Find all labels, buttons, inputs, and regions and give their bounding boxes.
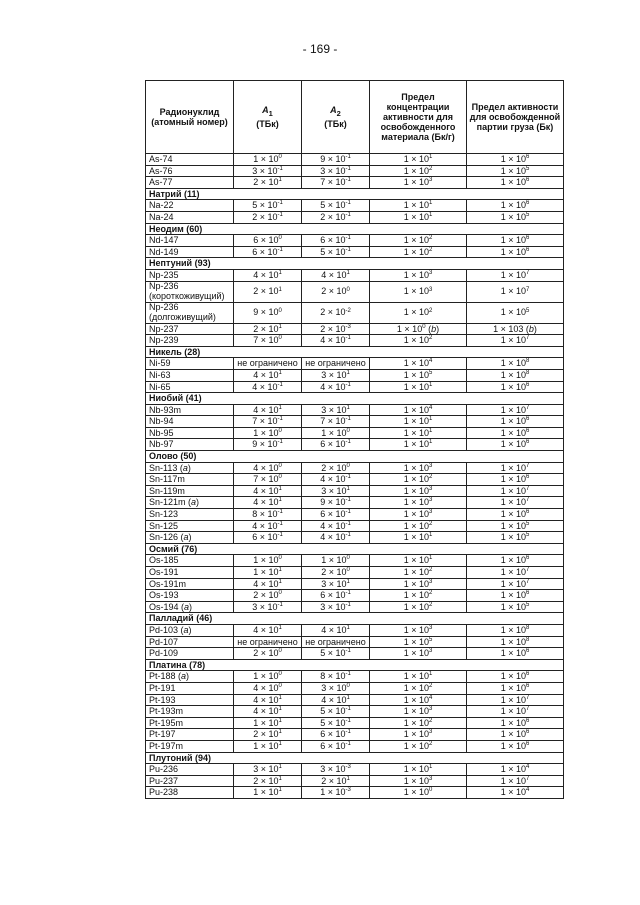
activity-limit-cell: $1 \times 10^6$ xyxy=(467,682,564,694)
concentration-limit-cell: $1 \times 10^3$ xyxy=(370,177,467,189)
nuclide-name-cell: Pu-238 xyxy=(146,787,234,799)
nuclide-row xyxy=(146,532,564,544)
nuclide-name-cell: Nb-95 xyxy=(146,427,234,439)
activity-limit-cell: $1 \times 10^6$ xyxy=(467,474,564,486)
activity-limit-cell: $1 \times 10^6$ xyxy=(467,729,564,741)
nuclide-name-cell: Sn-113 (a) xyxy=(146,462,234,474)
activity-limit-cell: $1 \times 10^5$ xyxy=(467,601,564,613)
nuclide-row xyxy=(146,729,564,741)
a1-value-cell: $6 \times 10^{-1}$ xyxy=(234,532,302,544)
activity-limit-cell: $1 \times 10^7$ xyxy=(467,578,564,590)
concentration-limit-cell: $1 \times 10^4$ xyxy=(370,694,467,706)
nuclide-row xyxy=(146,235,564,247)
nuclide-row xyxy=(146,177,564,189)
activity-limit-cell: $1 \times 10^6$ xyxy=(467,555,564,567)
nuclide-name-cell: Pt-188 (a) xyxy=(146,671,234,683)
nuclide-row xyxy=(146,648,564,660)
concentration-limit-cell: $1 \times 10^2$ xyxy=(370,601,467,613)
nuclide-name-cell: As-74 xyxy=(146,154,234,166)
nuclide-name-cell: Pu-236 xyxy=(146,764,234,776)
activity-limit-cell: $1 \times 10^8$ xyxy=(467,358,564,370)
concentration-limit-cell: $1 \times 10^2$ xyxy=(370,590,467,602)
concentration-limit-cell: $1 \times 10^0$ (b) xyxy=(370,323,467,335)
a1-value-cell: $1 \times 10^0$ xyxy=(234,154,302,166)
a2-value-cell: $1 \times 10^0$ xyxy=(302,427,370,439)
activity-limit-cell: $1 \times 10^7$ xyxy=(467,462,564,474)
nuclide-name-cell: Np-236 (долгоживущий) xyxy=(146,302,234,323)
activity-limit-cell: $1 \times 10^7$ xyxy=(467,269,564,281)
concentration-limit-cell: $1 \times 10^2$ xyxy=(370,520,467,532)
nuclide-row xyxy=(146,775,564,787)
element-group-label: Палладий (46) xyxy=(146,613,564,625)
element-group-label: Платина (78) xyxy=(146,659,564,671)
header-a1-subscript: 1 xyxy=(268,108,273,118)
a1-value-cell: $7 \times 10^{-1}$ xyxy=(234,416,302,428)
a1-value-cell: $6 \times 10^{-1}$ xyxy=(234,246,302,258)
nuclide-row xyxy=(146,624,564,636)
activity-limit-cell: $1 \times 10^8$ xyxy=(467,369,564,381)
concentration-limit-cell: $1 \times 10^2$ xyxy=(370,474,467,486)
concentration-limit-cell: $1 \times 10^1$ xyxy=(370,211,467,223)
activity-limit-cell: $1 \times 10^6$ xyxy=(467,381,564,393)
a2-value-cell: $4 \times 10^{-1}$ xyxy=(302,520,370,532)
a1-value-cell: $3 \times 10^1$ xyxy=(234,764,302,776)
a2-value-cell: $3 \times 10^1$ xyxy=(302,369,370,381)
concentration-limit-cell: $1 \times 10^3$ xyxy=(370,485,467,497)
a2-value-cell: $3 \times 10^0$ xyxy=(302,682,370,694)
activity-limit-cell: $1 \times 10^7$ xyxy=(467,335,564,347)
activity-limit-cell: $1 \times 10^7$ xyxy=(467,775,564,787)
activity-limit-cell: $1 \times 10^7$ xyxy=(467,485,564,497)
element-group-row xyxy=(146,451,564,463)
concentration-limit-cell: $1 \times 10^1$ xyxy=(370,671,467,683)
activity-limit-cell: $1 \times 10^4$ xyxy=(467,764,564,776)
nuclide-name-cell: Pd-103 (a) xyxy=(146,624,234,636)
activity-limit-cell: $1 \times 10^6$ xyxy=(467,717,564,729)
a1-value-cell: $1 \times 10^0$ xyxy=(234,427,302,439)
a2-value-cell: $6 \times 10^{-1}$ xyxy=(302,740,370,752)
concentration-limit-cell: $1 \times 10^1$ xyxy=(370,532,467,544)
element-group-row xyxy=(146,613,564,625)
concentration-limit-cell: $1 \times 10^4$ xyxy=(370,404,467,416)
a1-value-cell: $2 \times 10^1$ xyxy=(234,177,302,189)
activity-limit-cell: $1 \times 10^6$ xyxy=(467,177,564,189)
nuclide-name-cell: Pt-197 xyxy=(146,729,234,741)
concentration-limit-cell: $1 \times 10^1$ xyxy=(370,200,467,212)
a1-value-cell: $2 \times 10^1$ xyxy=(234,323,302,335)
activity-limit-cell: $1 \times 10^6$ xyxy=(467,439,564,451)
element-group-label: Олово (50) xyxy=(146,451,564,463)
nuclide-name-cell: Sn-121m (a) xyxy=(146,497,234,509)
nuclide-name-cell: Sn-123 xyxy=(146,509,234,521)
header-a2-subscript: 2 xyxy=(336,108,341,118)
nuclide-name-cell: Pt-193m xyxy=(146,706,234,718)
header-a2 xyxy=(302,81,370,154)
a2-value-cell: $2 \times 10^{-1}$ xyxy=(302,211,370,223)
a2-value-cell: $3 \times 10^{-3}$ xyxy=(302,764,370,776)
concentration-limit-cell: $1 \times 10^5$ xyxy=(370,636,467,648)
element-group-row xyxy=(146,258,564,270)
a1-value-cell: $7 \times 10^0$ xyxy=(234,335,302,347)
a2-value-cell: $4 \times 10^{-1}$ xyxy=(302,335,370,347)
nuclide-row xyxy=(146,427,564,439)
a2-value-cell: $9 \times 10^{-1}$ xyxy=(302,154,370,166)
nuclide-row xyxy=(146,165,564,177)
concentration-limit-cell: $1 \times 10^1$ xyxy=(370,427,467,439)
nuclide-name-cell: As-76 xyxy=(146,165,234,177)
header-a1-unit: (ТБк) xyxy=(256,118,279,129)
nuclide-name-cell: Os-191 xyxy=(146,567,234,579)
nuclide-name-cell: Pt-195m xyxy=(146,717,234,729)
nuclide-name-cell: Os-194 (a) xyxy=(146,601,234,613)
a1-value-cell: $1 \times 10^1$ xyxy=(234,567,302,579)
nuclide-name-cell: Nd-149 xyxy=(146,246,234,258)
a1-value-cell: $4 \times 10^0$ xyxy=(234,462,302,474)
nuclide-row xyxy=(146,246,564,258)
nuclide-row xyxy=(146,323,564,335)
nuclide-row xyxy=(146,416,564,428)
nuclide-row xyxy=(146,154,564,166)
concentration-limit-cell: $1 \times 10^3$ xyxy=(370,281,467,302)
header-concentration-limit: Предел концентрации активности для освобожденного материала (Бк/г) xyxy=(370,81,467,154)
header-activity-limit: Предел активности для освобожденной партии груза (Бк) xyxy=(467,81,564,154)
element-group-row xyxy=(146,223,564,235)
nuclide-row xyxy=(146,269,564,281)
nuclide-row xyxy=(146,302,564,323)
a1-value-cell: не ограничено xyxy=(234,358,302,370)
nuclide-name-cell: Np-236 (короткоживущий) xyxy=(146,281,234,302)
a1-value-cell: $1 \times 10^1$ xyxy=(234,740,302,752)
a2-value-cell: не ограничено xyxy=(302,636,370,648)
header-a1-symbol: A xyxy=(262,105,269,116)
activity-limit-cell: $1 \times 10^6$ xyxy=(467,648,564,660)
a2-value-cell: $4 \times 10^{-1}$ xyxy=(302,532,370,544)
concentration-limit-cell: $1 \times 10^1$ xyxy=(370,416,467,428)
activity-limit-cell: $1 \times 10^7$ xyxy=(467,694,564,706)
concentration-limit-cell: $1 \times 10^3$ xyxy=(370,706,467,718)
concentration-limit-cell: $1 \times 10^0$ xyxy=(370,787,467,799)
nuclide-row xyxy=(146,694,564,706)
a2-value-cell: $6 \times 10^{-1}$ xyxy=(302,235,370,247)
nuclide-row xyxy=(146,636,564,648)
a1-value-cell: $4 \times 10^1$ xyxy=(234,497,302,509)
header-radionuclide: Радионуклид (атомный номер) xyxy=(146,81,234,154)
nuclide-row xyxy=(146,706,564,718)
activity-limit-cell: $1 \times 10^7$ xyxy=(467,567,564,579)
activity-limit-cell: $1 \times 10^6$ xyxy=(467,740,564,752)
element-group-row xyxy=(146,543,564,555)
a2-value-cell: $2 \times 10^0$ xyxy=(302,462,370,474)
a2-value-cell: $8 \times 10^{-1}$ xyxy=(302,671,370,683)
activity-limit-cell: $1 \times 10^6$ xyxy=(467,200,564,212)
concentration-limit-cell: $1 \times 10^1$ xyxy=(370,381,467,393)
element-group-label: Ниобий (41) xyxy=(146,393,564,405)
element-group-row xyxy=(146,393,564,405)
a1-value-cell: $4 \times 10^1$ xyxy=(234,624,302,636)
a2-value-cell: $7 \times 10^{-1}$ xyxy=(302,416,370,428)
nuclide-row xyxy=(146,787,564,799)
a2-value-cell: $5 \times 10^{-1}$ xyxy=(302,246,370,258)
concentration-limit-cell: $1 \times 10^3$ xyxy=(370,775,467,787)
nuclide-name-cell: Sn-126 (a) xyxy=(146,532,234,544)
a2-value-cell: $3 \times 10^1$ xyxy=(302,404,370,416)
nuclide-name-cell: Np-237 xyxy=(146,323,234,335)
a1-value-cell: $4 \times 10^1$ xyxy=(234,694,302,706)
nuclide-name-cell: Nb-94 xyxy=(146,416,234,428)
nuclide-name-cell: Na-22 xyxy=(146,200,234,212)
table-header xyxy=(146,81,564,154)
nuclide-name-cell: Ni-63 xyxy=(146,369,234,381)
element-group-row xyxy=(146,659,564,671)
activity-limit-cell: $1 \times 10^6$ xyxy=(467,590,564,602)
nuclide-name-cell: Sn-117m xyxy=(146,474,234,486)
nuclide-row xyxy=(146,682,564,694)
a1-value-cell: $2 \times 10^0$ xyxy=(234,590,302,602)
nuclide-name-cell: Pu-237 xyxy=(146,775,234,787)
a2-value-cell: $4 \times 10^{-1}$ xyxy=(302,474,370,486)
concentration-limit-cell: $1 \times 10^1$ xyxy=(370,764,467,776)
concentration-limit-cell: $1 \times 10^2$ xyxy=(370,335,467,347)
header-a2-unit: (ТБк) xyxy=(324,118,347,129)
concentration-limit-cell: $1 \times 10^1$ xyxy=(370,154,467,166)
nuclide-row xyxy=(146,474,564,486)
concentration-limit-cell: $1 \times 10^2$ xyxy=(370,682,467,694)
activity-limit-cell: $1 \times 10^6$ xyxy=(467,427,564,439)
activity-limit-cell: $1 \times 10^6$ xyxy=(467,154,564,166)
a2-value-cell: $7 \times 10^{-1}$ xyxy=(302,177,370,189)
nuclide-row xyxy=(146,381,564,393)
nuclide-name-cell: Ni-65 xyxy=(146,381,234,393)
activity-limit-cell: $1 \times 10^7$ xyxy=(467,404,564,416)
nuclide-name-cell: Os-185 xyxy=(146,555,234,567)
activity-limit-cell: $1 \times 10^4$ xyxy=(467,787,564,799)
a2-value-cell: $6 \times 10^{-1}$ xyxy=(302,590,370,602)
a1-value-cell: $4 \times 10^1$ xyxy=(234,369,302,381)
a1-value-cell: не ограничено xyxy=(234,636,302,648)
nuclide-name-cell: Pt-191 xyxy=(146,682,234,694)
nuclide-name-cell: Nb-93m xyxy=(146,404,234,416)
nuclide-name-cell: Nd-147 xyxy=(146,235,234,247)
a2-value-cell: $4 \times 10^1$ xyxy=(302,269,370,281)
a1-value-cell: $4 \times 10^1$ xyxy=(234,485,302,497)
activity-limit-cell: $1 \times 10^5$ xyxy=(467,532,564,544)
a1-value-cell: $9 \times 10^{-1}$ xyxy=(234,439,302,451)
a1-value-cell: $4 \times 10^1$ xyxy=(234,706,302,718)
element-group-label: Натрий (11) xyxy=(146,188,564,200)
element-group-label: Нептуний (93) xyxy=(146,258,564,270)
page-number: - 169 - xyxy=(302,42,338,56)
a1-value-cell: $1 \times 10^0$ xyxy=(234,671,302,683)
concentration-limit-cell: $1 \times 10^5$ xyxy=(370,369,467,381)
element-group-row xyxy=(146,752,564,764)
a2-value-cell: $2 \times 10^{-2}$ xyxy=(302,302,370,323)
concentration-limit-cell: $1 \times 10^3$ xyxy=(370,269,467,281)
activity-limit-cell: $1 \times 10^5$ xyxy=(467,211,564,223)
nuclide-row xyxy=(146,567,564,579)
concentration-limit-cell: $1 \times 10^1$ xyxy=(370,555,467,567)
concentration-limit-cell: $1 \times 10^3$ xyxy=(370,462,467,474)
a2-value-cell: $5 \times 10^{-1}$ xyxy=(302,200,370,212)
a1-value-cell: $2 \times 10^{-1}$ xyxy=(234,211,302,223)
a2-value-cell: $3 \times 10^1$ xyxy=(302,485,370,497)
a2-value-cell: $2 \times 10^0$ xyxy=(302,281,370,302)
a2-value-cell: $4 \times 10^{-1}$ xyxy=(302,381,370,393)
element-group-label: Плутоний (94) xyxy=(146,752,564,764)
concentration-limit-cell: $1 \times 10^4$ xyxy=(370,358,467,370)
nuclide-name-cell: Ni-59 xyxy=(146,358,234,370)
a1-value-cell: $2 \times 10^0$ xyxy=(234,648,302,660)
a1-value-cell: $6 \times 10^0$ xyxy=(234,235,302,247)
concentration-limit-cell: $1 \times 10^2$ xyxy=(370,302,467,323)
nuclide-name-cell: Os-193 xyxy=(146,590,234,602)
activity-limit-cell: $1 \times 10^6$ xyxy=(467,671,564,683)
a2-value-cell: $2 \times 10^{-3}$ xyxy=(302,323,370,335)
nuclide-row xyxy=(146,404,564,416)
a1-value-cell: $2 \times 10^1$ xyxy=(234,775,302,787)
a1-value-cell: $4 \times 10^{-1}$ xyxy=(234,381,302,393)
nuclide-row xyxy=(146,369,564,381)
concentration-limit-cell: $1 \times 10^3$ xyxy=(370,648,467,660)
concentration-limit-cell: $1 \times 10^2$ xyxy=(370,567,467,579)
a2-value-cell: $6 \times 10^{-1}$ xyxy=(302,439,370,451)
a1-value-cell: $4 \times 10^1$ xyxy=(234,578,302,590)
nuclide-name-cell: Sn-125 xyxy=(146,520,234,532)
a2-value-cell: $2 \times 10^1$ xyxy=(302,775,370,787)
nuclide-row xyxy=(146,717,564,729)
a1-value-cell: $3 \times 10^{-1}$ xyxy=(234,165,302,177)
concentration-limit-cell: $1 \times 10^2$ xyxy=(370,717,467,729)
nuclide-name-cell: Np-239 xyxy=(146,335,234,347)
nuclide-name-cell: Pt-193 xyxy=(146,694,234,706)
nuclide-name-cell: Na-24 xyxy=(146,211,234,223)
a2-value-cell: $1 \times 10^{-3}$ xyxy=(302,787,370,799)
activity-limit-cell: $1 \times 10^7$ xyxy=(467,706,564,718)
concentration-limit-cell: $1 \times 10^2$ xyxy=(370,235,467,247)
nuclide-name-cell: Pt-197m xyxy=(146,740,234,752)
a1-value-cell: $4 \times 10^1$ xyxy=(234,269,302,281)
nuclide-row xyxy=(146,601,564,613)
nuclide-name-cell: Pd-107 xyxy=(146,636,234,648)
a2-value-cell: $4 \times 10^1$ xyxy=(302,694,370,706)
a2-value-cell: $6 \times 10^{-1}$ xyxy=(302,729,370,741)
nuclide-row xyxy=(146,764,564,776)
a1-value-cell: $1 \times 10^1$ xyxy=(234,787,302,799)
nuclide-row xyxy=(146,462,564,474)
nuclide-row xyxy=(146,578,564,590)
a1-value-cell: $2 \times 10^1$ xyxy=(234,281,302,302)
nuclide-row xyxy=(146,335,564,347)
activity-limit-cell: $1 \times 10^5$ xyxy=(467,165,564,177)
element-group-row xyxy=(146,346,564,358)
a2-value-cell: $4 \times 10^1$ xyxy=(302,624,370,636)
radionuclide-table xyxy=(145,80,564,799)
concentration-limit-cell: $1 \times 10^1$ xyxy=(370,439,467,451)
a1-value-cell: $7 \times 10^0$ xyxy=(234,474,302,486)
a1-value-cell: $4 \times 10^0$ xyxy=(234,682,302,694)
nuclide-row xyxy=(146,439,564,451)
element-group-label: Осмий (76) xyxy=(146,543,564,555)
activity-limit-cell: $1 \times 10^6$ xyxy=(467,246,564,258)
element-group-label: Неодим (60) xyxy=(146,223,564,235)
nuclide-row xyxy=(146,497,564,509)
a2-value-cell: не ограничено xyxy=(302,358,370,370)
a2-value-cell: $5 \times 10^{-1}$ xyxy=(302,648,370,660)
a1-value-cell: $4 \times 10^1$ xyxy=(234,404,302,416)
concentration-limit-cell: $1 \times 10^3$ xyxy=(370,509,467,521)
concentration-limit-cell: $1 \times 10^3$ xyxy=(370,624,467,636)
nuclide-name-cell: Os-191m xyxy=(146,578,234,590)
nuclide-row xyxy=(146,281,564,302)
nuclide-row xyxy=(146,358,564,370)
nuclide-row xyxy=(146,211,564,223)
concentration-limit-cell: $1 \times 10^3$ xyxy=(370,578,467,590)
concentration-limit-cell: $1 \times 10^2$ xyxy=(370,246,467,258)
element-group-label: Никель (28) xyxy=(146,346,564,358)
activity-limit-cell: $1 \times 10^7$ xyxy=(467,281,564,302)
concentration-limit-cell: $1 \times 10^3$ xyxy=(370,729,467,741)
activity-limit-cell: $1 \times 10^5$ xyxy=(467,520,564,532)
a2-value-cell: $6 \times 10^{-1}$ xyxy=(302,509,370,521)
activity-limit-cell: $1 \times 10^8$ xyxy=(467,636,564,648)
a2-value-cell: $5 \times 10^{-1}$ xyxy=(302,706,370,718)
a1-value-cell: $5 \times 10^{-1}$ xyxy=(234,200,302,212)
nuclide-row xyxy=(146,671,564,683)
nuclide-row xyxy=(146,509,564,521)
a2-value-cell: $1 \times 10^0$ xyxy=(302,555,370,567)
nuclide-name-cell: As-77 xyxy=(146,177,234,189)
a2-value-cell: $3 \times 10^{-1}$ xyxy=(302,601,370,613)
nuclide-row xyxy=(146,200,564,212)
activity-limit-cell: 1 × 103 (b) xyxy=(467,323,564,335)
nuclide-row xyxy=(146,555,564,567)
a2-value-cell: $5 \times 10^{-1}$ xyxy=(302,717,370,729)
a1-value-cell: $2 \times 10^1$ xyxy=(234,729,302,741)
activity-limit-cell: $1 \times 10^6$ xyxy=(467,235,564,247)
concentration-limit-cell: $1 \times 10^2$ xyxy=(370,740,467,752)
activity-limit-cell: $1 \times 10^5$ xyxy=(467,302,564,323)
concentration-limit-cell: $1 \times 10^2$ xyxy=(370,165,467,177)
nuclide-row xyxy=(146,485,564,497)
a2-value-cell: $2 \times 10^0$ xyxy=(302,567,370,579)
a1-value-cell: $1 \times 10^0$ xyxy=(234,555,302,567)
a1-value-cell: $3 \times 10^{-1}$ xyxy=(234,601,302,613)
a1-value-cell: $8 \times 10^{-1}$ xyxy=(234,509,302,521)
a1-value-cell: $1 \times 10^1$ xyxy=(234,717,302,729)
a1-value-cell: $9 \times 10^0$ xyxy=(234,302,302,323)
header-a1 xyxy=(234,81,302,154)
element-group-row xyxy=(146,188,564,200)
table-body xyxy=(146,154,564,799)
nuclide-name-cell: Sn-119m xyxy=(146,485,234,497)
activity-limit-cell: $1 \times 10^6$ xyxy=(467,416,564,428)
activity-limit-cell: $1 \times 10^7$ xyxy=(467,497,564,509)
activity-limit-cell: $1 \times 10^6$ xyxy=(467,509,564,521)
activity-limit-cell: $1 \times 10^8$ xyxy=(467,624,564,636)
nuclide-name-cell: Pd-109 xyxy=(146,648,234,660)
nuclide-row xyxy=(146,520,564,532)
a2-value-cell: $3 \times 10^1$ xyxy=(302,578,370,590)
concentration-limit-cell: $1 \times 10^3$ xyxy=(370,497,467,509)
nuclide-row xyxy=(146,740,564,752)
a2-value-cell: $3 \times 10^{-1}$ xyxy=(302,165,370,177)
nuclide-name-cell: Np-235 xyxy=(146,269,234,281)
a1-value-cell: $4 \times 10^{-1}$ xyxy=(234,520,302,532)
nuclide-name-cell: Nb-97 xyxy=(146,439,234,451)
a2-value-cell: $9 \times 10^{-1}$ xyxy=(302,497,370,509)
nuclide-row xyxy=(146,590,564,602)
header-a2-symbol: A xyxy=(330,105,337,116)
